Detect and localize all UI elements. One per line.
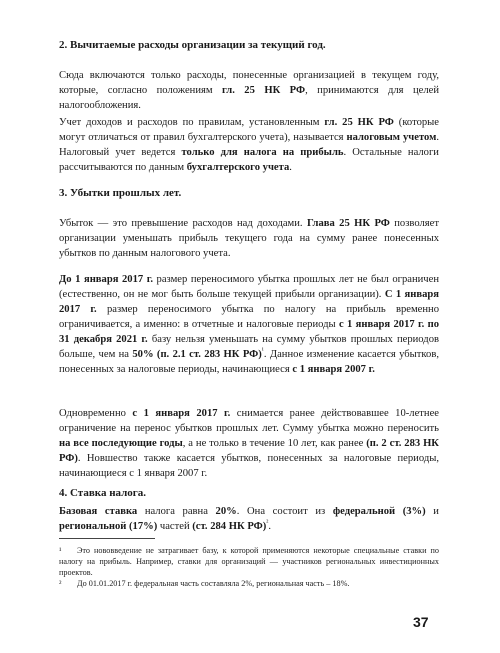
text-run: размер переносимого убытка по налогу на прибыль временно ограничивается, а именно: в отчетные и налоговые периоды — [59, 304, 439, 330]
section-2-paragraph-1 — [59, 68, 439, 113]
bold-text-run: с 1 января 2017 г. по 31 декабря 2021 г. — [59, 319, 439, 345]
text-run: налога равна — [137, 506, 216, 517]
section-4-heading: 4. Ставка налога. — [59, 487, 147, 499]
text-run: (которые могут отличаться от правил бухгалтерского учета), называется — [59, 117, 439, 143]
section-3-paragraph-3 — [59, 406, 439, 481]
footnote-2-text: До 01.01.2017 г. федеральная часть составляла 2%, региональная часть – 18%. — [77, 579, 350, 588]
bold-text-run: бухгалтерского учета — [186, 162, 290, 173]
bold-text-run: налоговым учетом — [346, 132, 437, 143]
bold-text-run: (ст. 284 НК РФ) — [192, 521, 267, 532]
text-run: . Новшество также касается убытков, понесенных за налоговые периоды, начинающиеся с 1 января 2007 г. — [59, 453, 439, 479]
text-run: базу нельзя уменьшать на сумму убытков прошлых периодов больше, чем на — [59, 334, 439, 360]
text-run: Учет доходов и расходов по правилам, установленным — [59, 117, 325, 128]
bold-text-run: федеральной (3%) — [332, 506, 426, 517]
text-run: и — [425, 506, 439, 517]
text-run: Одновременно — [59, 408, 133, 419]
text-run: частей — [157, 521, 193, 532]
section-4-paragraph-1 — [59, 504, 439, 534]
text-run: Убыток — это превышение расходов над доходами. — [59, 218, 307, 229]
footnote-1-number: ¹ — [59, 546, 62, 555]
bold-text-run: С 1 января 2017 г. — [59, 289, 439, 315]
section-3-paragraph-1 — [59, 216, 439, 261]
text-run: , а не только в течение 10 лет, как ранее — [182, 438, 367, 449]
footnote-2-number: ² — [59, 579, 62, 588]
footnote-marker: ¹ — [261, 346, 264, 355]
bold-text-run: Глава 25 НК РФ — [306, 218, 390, 229]
text-run: . — [268, 521, 272, 532]
bold-text-run: с 1 января 2017 г. — [132, 408, 231, 419]
text-run: , принимаются для целей налогообложения. — [59, 85, 440, 111]
footnote-1-text: Это нововведение не затрагивает базу, к которой применяются некоторые специальные ставки по налогу на прибыль. Например, ставки для организаций — участников региональных инвестиционных проектов. — [59, 546, 439, 577]
bold-text-run: 50% (п. 2.1 ст. 283 НК РФ) — [132, 349, 262, 360]
footnote-marker: ² — [266, 518, 269, 527]
footnote-1 — [59, 545, 439, 578]
text-run: Сюда включаются только расходы, понесенные организацией в текущем году, которые, согласно положениям — [59, 70, 439, 96]
bold-text-run: гл. 25 НК РФ — [222, 85, 306, 96]
text-run: . Она состоит из — [236, 506, 333, 517]
text-run: . — [289, 162, 292, 173]
bold-text-run: (п. 2 ст. 283 НК РФ) — [59, 438, 439, 464]
text-run: . Налоговый учет ведется — [59, 132, 439, 158]
footnote-2 — [59, 578, 439, 589]
bold-text-run: с 1 января 2007 г. — [292, 364, 375, 375]
text-run: снимается ранее действовавшее 10-летнее ограничение на перенос убытков прошлых лет. Сумму убытка можно переносить — [59, 408, 439, 434]
section-3-paragraph-2 — [59, 272, 439, 377]
text-run: . Данное изменение касается убытков, понесенных за налоговые периоды, начинающиеся — [59, 349, 439, 375]
footnote-divider — [59, 538, 155, 539]
bold-text-run: региональной (17%) — [59, 521, 158, 532]
bold-text-run: Базовая ставка — [59, 506, 138, 517]
section-2-paragraph-2 — [59, 115, 439, 175]
section-3-heading: 3. Убытки прошлых лет. — [59, 187, 182, 199]
bold-text-run: 20% — [215, 506, 237, 517]
bold-text-run: До 1 января 2017 г. — [59, 274, 153, 285]
text-run: . Остальные налоги рассчитываются по данным — [59, 147, 439, 173]
text-run: позволяет организации уменьшать прибыль текущего года на сумму ранее понесенных убытков по данным налогового учета. — [59, 218, 439, 259]
section-2-heading: 2. Вычитаемые расходы организации за текущий год. — [59, 39, 326, 51]
bold-text-run: только для налога на прибыль — [181, 147, 344, 158]
bold-text-run: на все последующие годы — [59, 438, 183, 449]
text-run: размер переносимого убытка прошлых лет не был ограничен (естественно, он не мог быть больше текущей прибыли организации). — [59, 274, 440, 300]
page-number: 37 — [413, 614, 429, 630]
bold-text-run: гл. 25 НК РФ — [324, 117, 394, 128]
